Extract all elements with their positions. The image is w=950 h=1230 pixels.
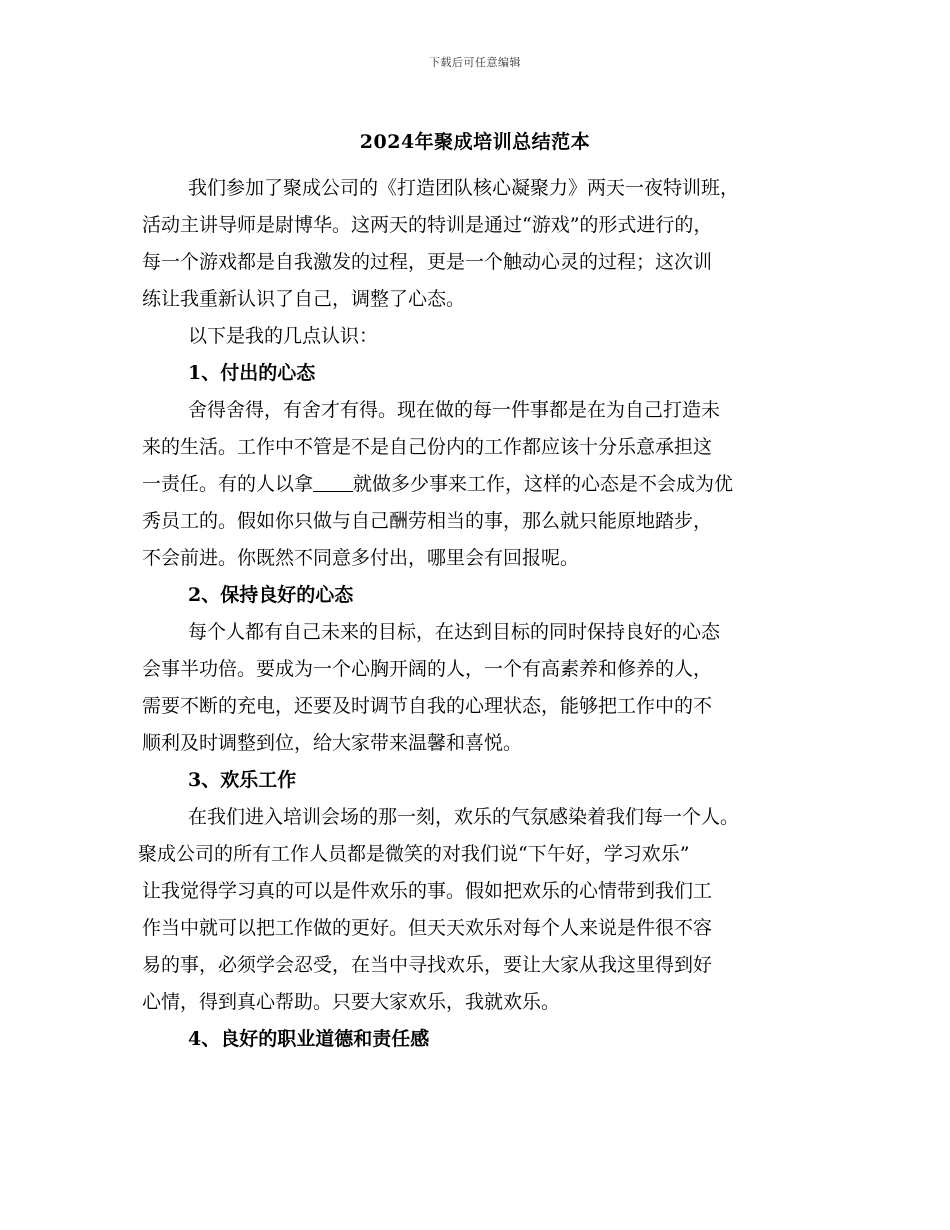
paragraph-line: 我们参加了聚成公司的《打造团队核心凝聚力》两天一夜特训班，: [188, 177, 740, 199]
paragraph-line: 每个人都有自己未来的目标，在达到目标的同时保持良好的心态: [188, 621, 721, 643]
paragraph-line: 作当中就可以把工作做的更好。但天天欢乐对每个人来说是件很不容: [142, 917, 713, 939]
fill-in-blank: [313, 472, 353, 492]
paragraph-line: [142, 466, 822, 503]
text-segment: 就做多少事来工作，这样的心态是不会成为优: [353, 473, 734, 495]
paragraph-line: 秀员工的。假如你只做与自己酬劳相当的事，那么就只能原地踏步，: [142, 510, 713, 532]
paragraph-line: 活动主讲导师是尉博华。这两天的特训是通过“游戏”的形式进行的，: [142, 214, 713, 236]
paragraph-line: 在我们进入培训会场的那一刻，欢乐的气氛感染着我们每一个人。: [188, 806, 740, 828]
paragraph-line: 每一个游戏都是自我激发的过程，更是一个触动心灵的过程；这次训: [142, 251, 713, 273]
page-header-note: 下载后可任意编辑: [429, 56, 521, 69]
section-heading: 1、付出的心态: [188, 362, 316, 384]
paragraph-line: 聚成公司的所有工作人员都是微笑的对我们说“下午好，学习欢乐”: [138, 843, 690, 865]
text-segment: 一责任。有的人以拿: [142, 473, 314, 495]
section-heading: 3、欢乐工作: [188, 769, 297, 791]
paragraph-line: 易的事，必须学会忍受，在当中寻找欢乐，要让大家从我这里得到好: [142, 954, 713, 976]
paragraph-line: 心情，得到真心帮助。只要大家欢乐，我就欢乐。: [142, 991, 561, 1013]
paragraph-line: 来的生活。工作中不管是不是自己份内的工作都应该十分乐意承担这: [142, 436, 713, 458]
paragraph-line: 会事半功倍。要成为一个心胸开阔的人，一个有高素养和修养的人，: [142, 658, 713, 680]
document-body: [138, 170, 822, 1058]
document-title: 2024年聚成培训总结范本: [359, 131, 591, 153]
paragraph-line: 顺利及时调整到位，给大家带来温馨和喜悦。: [142, 732, 523, 754]
paragraph-line: 让我觉得学习真的可以是件欢乐的事。假如把欢乐的心情带到我们工: [142, 880, 713, 902]
paragraph-line: 不会前进。你既然不同意多付出，哪里会有回报呢。: [142, 547, 580, 569]
section-heading: 2、保持良好的心态: [188, 584, 354, 606]
paragraph-line: 舍得舍得，有舍才有得。现在做的每一件事都是在为自己打造未: [188, 399, 721, 421]
paragraph-line: 练让我重新认识了自己，调整了心态。: [142, 288, 466, 310]
section-heading: 4、良好的职业道德和责任感: [188, 1028, 430, 1050]
lead-line: 以下是我的几点认识：: [188, 325, 379, 347]
paragraph-line: 需要不断的充电，还要及时调节自我的心理状态，能够把工作中的不: [142, 695, 713, 717]
